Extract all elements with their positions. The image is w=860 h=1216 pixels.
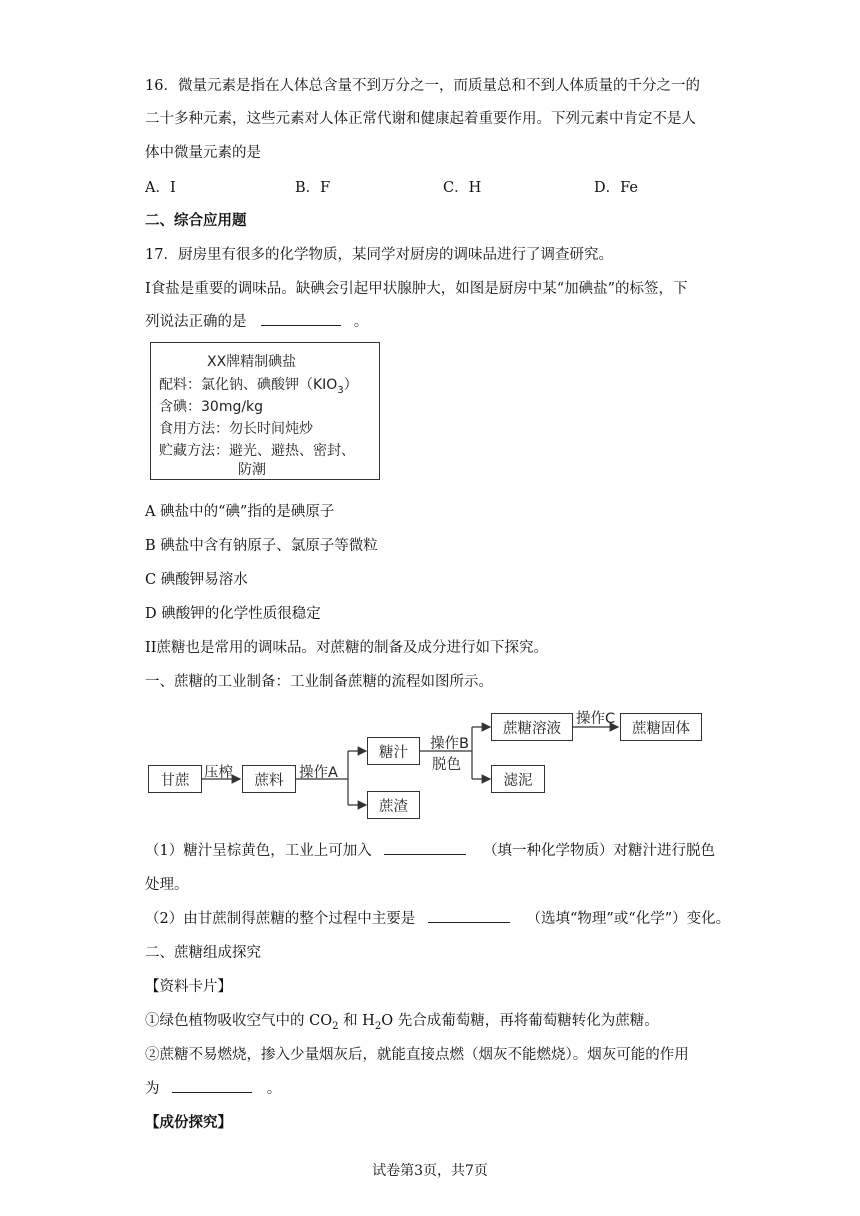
choice-a: A 碘盐中的“碘”指的是碘原子 xyxy=(145,504,335,520)
salt-label-storage: 贮藏方法：避光、避热、密封、 xyxy=(159,443,355,459)
q16-line2: 二十多种元素，这些元素对人体正常代谢和健康起着重要作用。下列元素中肯定不是人 xyxy=(145,111,696,127)
sub1-title: 一、蔗糖的工业制备：工业制备蔗糖的流程如图所示。 xyxy=(145,674,493,690)
explore-title: 【成份探究】 xyxy=(145,1114,232,1131)
card-item-1: ①绿色植物吸收空气中的 $CO_2$ 和 $H_2O$ 先合成葡萄糖，再将葡萄糖转化为蔗糖。 xyxy=(145,1013,659,1032)
answer-blank-1[interactable] xyxy=(261,311,341,326)
answer-blank-4[interactable] xyxy=(172,1078,252,1093)
answer-blank-2[interactable] xyxy=(384,840,466,855)
flow-box-residue: 蔗渣 xyxy=(367,791,420,819)
q17-part2-intro: II蔗糖也是常用的调味品。对蔗糖的制备及成分进行如下探究。 xyxy=(145,640,548,656)
q16-option-d: D．Fe xyxy=(594,180,638,196)
q17-part1-text: 列说法正确的是 xyxy=(145,314,247,330)
card-title: 【资料卡片】 xyxy=(145,979,232,995)
q16-option-a: A．I xyxy=(145,180,176,196)
section-title: 二、综合应用题 xyxy=(145,212,247,229)
flow-diagram xyxy=(148,705,708,825)
q17-part1-end: 。 xyxy=(353,314,369,330)
flow-label-opA: 操作A xyxy=(299,765,338,781)
choice-c: C 碘酸钾易溶水 xyxy=(145,572,248,588)
q16-options xyxy=(145,176,705,198)
choice-b: B 碘盐中含有钠原子、氯原子等微粒 xyxy=(145,538,378,554)
salt-label-image xyxy=(150,342,380,480)
flow-box-solution: 蔗糖溶液 xyxy=(491,713,573,741)
flow-box-material: 蔗料 xyxy=(242,765,296,793)
q1-line2: 处理。 xyxy=(145,877,189,893)
q17-part1-line1: I食盐是重要的调味品。缺碘会引起甲状腺肿大，如图是厨房中某“加碘盐”的标签，下 xyxy=(145,281,688,297)
q1-line1: （1）糖汁呈棕黄色，工业上可加入 （填一种化学物质）对糖汁进行脱色 xyxy=(145,839,715,860)
q16-line1: 16．微量元素是指在人体总含量不到万分之一，而质量总和不到人体质量的千分之一的 xyxy=(145,78,700,94)
flow-label-opC: 操作C xyxy=(576,711,616,727)
q2-line: （2）由甘蔗制得蔗糖的整个过程中主要是 （选填“物理”或“化学”）变化。 xyxy=(145,907,730,928)
salt-label-iodine: 含碘：30mg/kg xyxy=(159,399,264,415)
page-footer: 试卷第3页，共7页 xyxy=(372,1163,488,1179)
salt-label-usage: 食用方法：勿长时间炖炒 xyxy=(159,421,313,437)
flow-label-decolor: 脱色 xyxy=(432,757,461,773)
q17-part1-line2 xyxy=(145,310,368,331)
salt-label-title: XX牌精制碘盐 xyxy=(207,354,297,370)
q16-option-b: B．F xyxy=(295,180,331,196)
flow-box-solid: 蔗糖固体 xyxy=(620,713,702,741)
flow-label-press: 压榨 xyxy=(204,765,233,781)
sub2-title: 二、蔗糖组成探究 xyxy=(145,945,261,961)
choice-d: D 碘酸钾的化学性质很稳定 xyxy=(145,606,321,622)
q17-intro: 17．厨房里有很多的化学物质，某同学对厨房的调味品进行了调查研究。 xyxy=(145,247,613,263)
salt-label-storage2: 防潮 xyxy=(238,462,266,478)
flow-box-mud: 滤泥 xyxy=(491,765,545,793)
flow-label-opB: 操作B xyxy=(430,736,469,752)
card-item-2-cont: 为 。 xyxy=(145,1077,281,1098)
flow-box-sugarcane: 甘蔗 xyxy=(148,765,202,793)
q16-option-c: C．H xyxy=(443,180,482,196)
q16-line3: 体中微量元素的是 xyxy=(145,145,261,161)
card-item-2: ②蔗糖不易燃烧，掺入少量烟灰后，就能直接点燃（烟灰不能燃烧）。烟灰可能的作用 xyxy=(145,1047,689,1063)
flow-box-juice: 糖汁 xyxy=(367,737,420,765)
salt-label-ingredients: 配料：氯化钠、碘酸钾$(KIO_3)$ xyxy=(159,377,358,396)
answer-blank-3[interactable] xyxy=(428,908,510,923)
